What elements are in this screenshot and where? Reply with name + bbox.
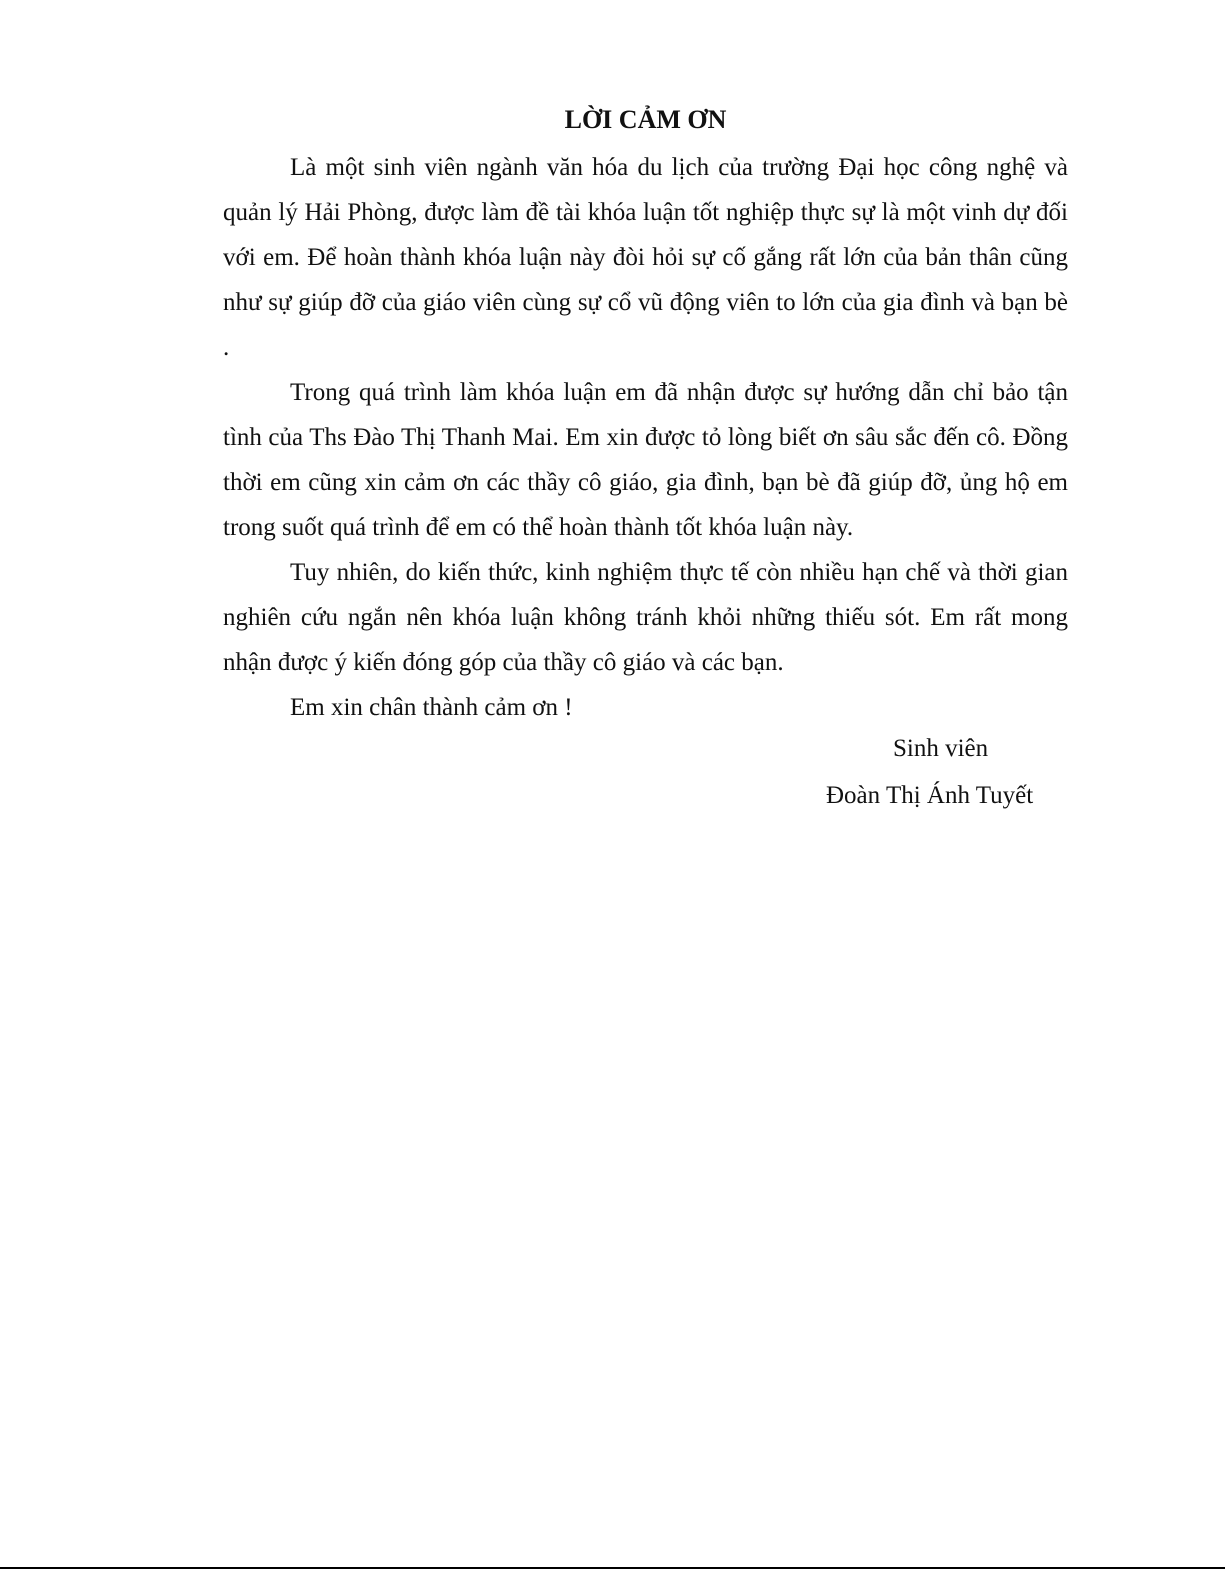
page-title: LỜI CẢM ƠN	[564, 105, 727, 134]
signature-role: Sinh viên	[893, 735, 989, 762]
paragraph-limitations: Tuy nhiên, do kiến thức, kinh nghiệm thực tế còn nhiều hạn chế và thời gian nghiên cứu ngắn nên khóa luận không tránh khỏi những thiếu sót. Em rất mong nhận được ý kiến đóng góp của thầy cô giáo và các bạn.	[223, 559, 1068, 676]
page-bottom-divider	[0, 1567, 1225, 1569]
paragraph-thanks-advisor: Trong quá trình làm khóa luận em đã nhận được sự hướng dẫn chỉ bảo tận tình của Ths Đào Thị Thanh Mai. Em xin được tỏ lòng biết ơn sâu sắc đến cô. Đồng thời em cũng xin cảm ơn các thầy cô giáo, gia đình, bạn bè đã giúp đỡ, ủng hộ em trong suốt quá trình để em có thể hoàn thành tốt khóa luận này.	[223, 379, 1068, 541]
paragraph-closing: Em xin chân thành cảm ơn !	[290, 694, 573, 721]
paragraph-intro: Là một sinh viên ngành văn hóa du lịch của trường Đại học công nghệ và quản lý Hải Phòng, được làm đề tài khóa luận tốt nghiệp thực sự là một vinh dự đối với em. Để hoàn thành khóa luận này đòi hỏi sự cố gắng rất lớn của bản thân cũng như sự giúp đỡ của giáo viên cùng sự cổ vũ động viên to lớn của gia đình và bạn bè .	[223, 154, 1068, 361]
document-body	[223, 100, 1068, 730]
signature-name: Đoàn Thị Ánh Tuyết	[826, 782, 1034, 809]
